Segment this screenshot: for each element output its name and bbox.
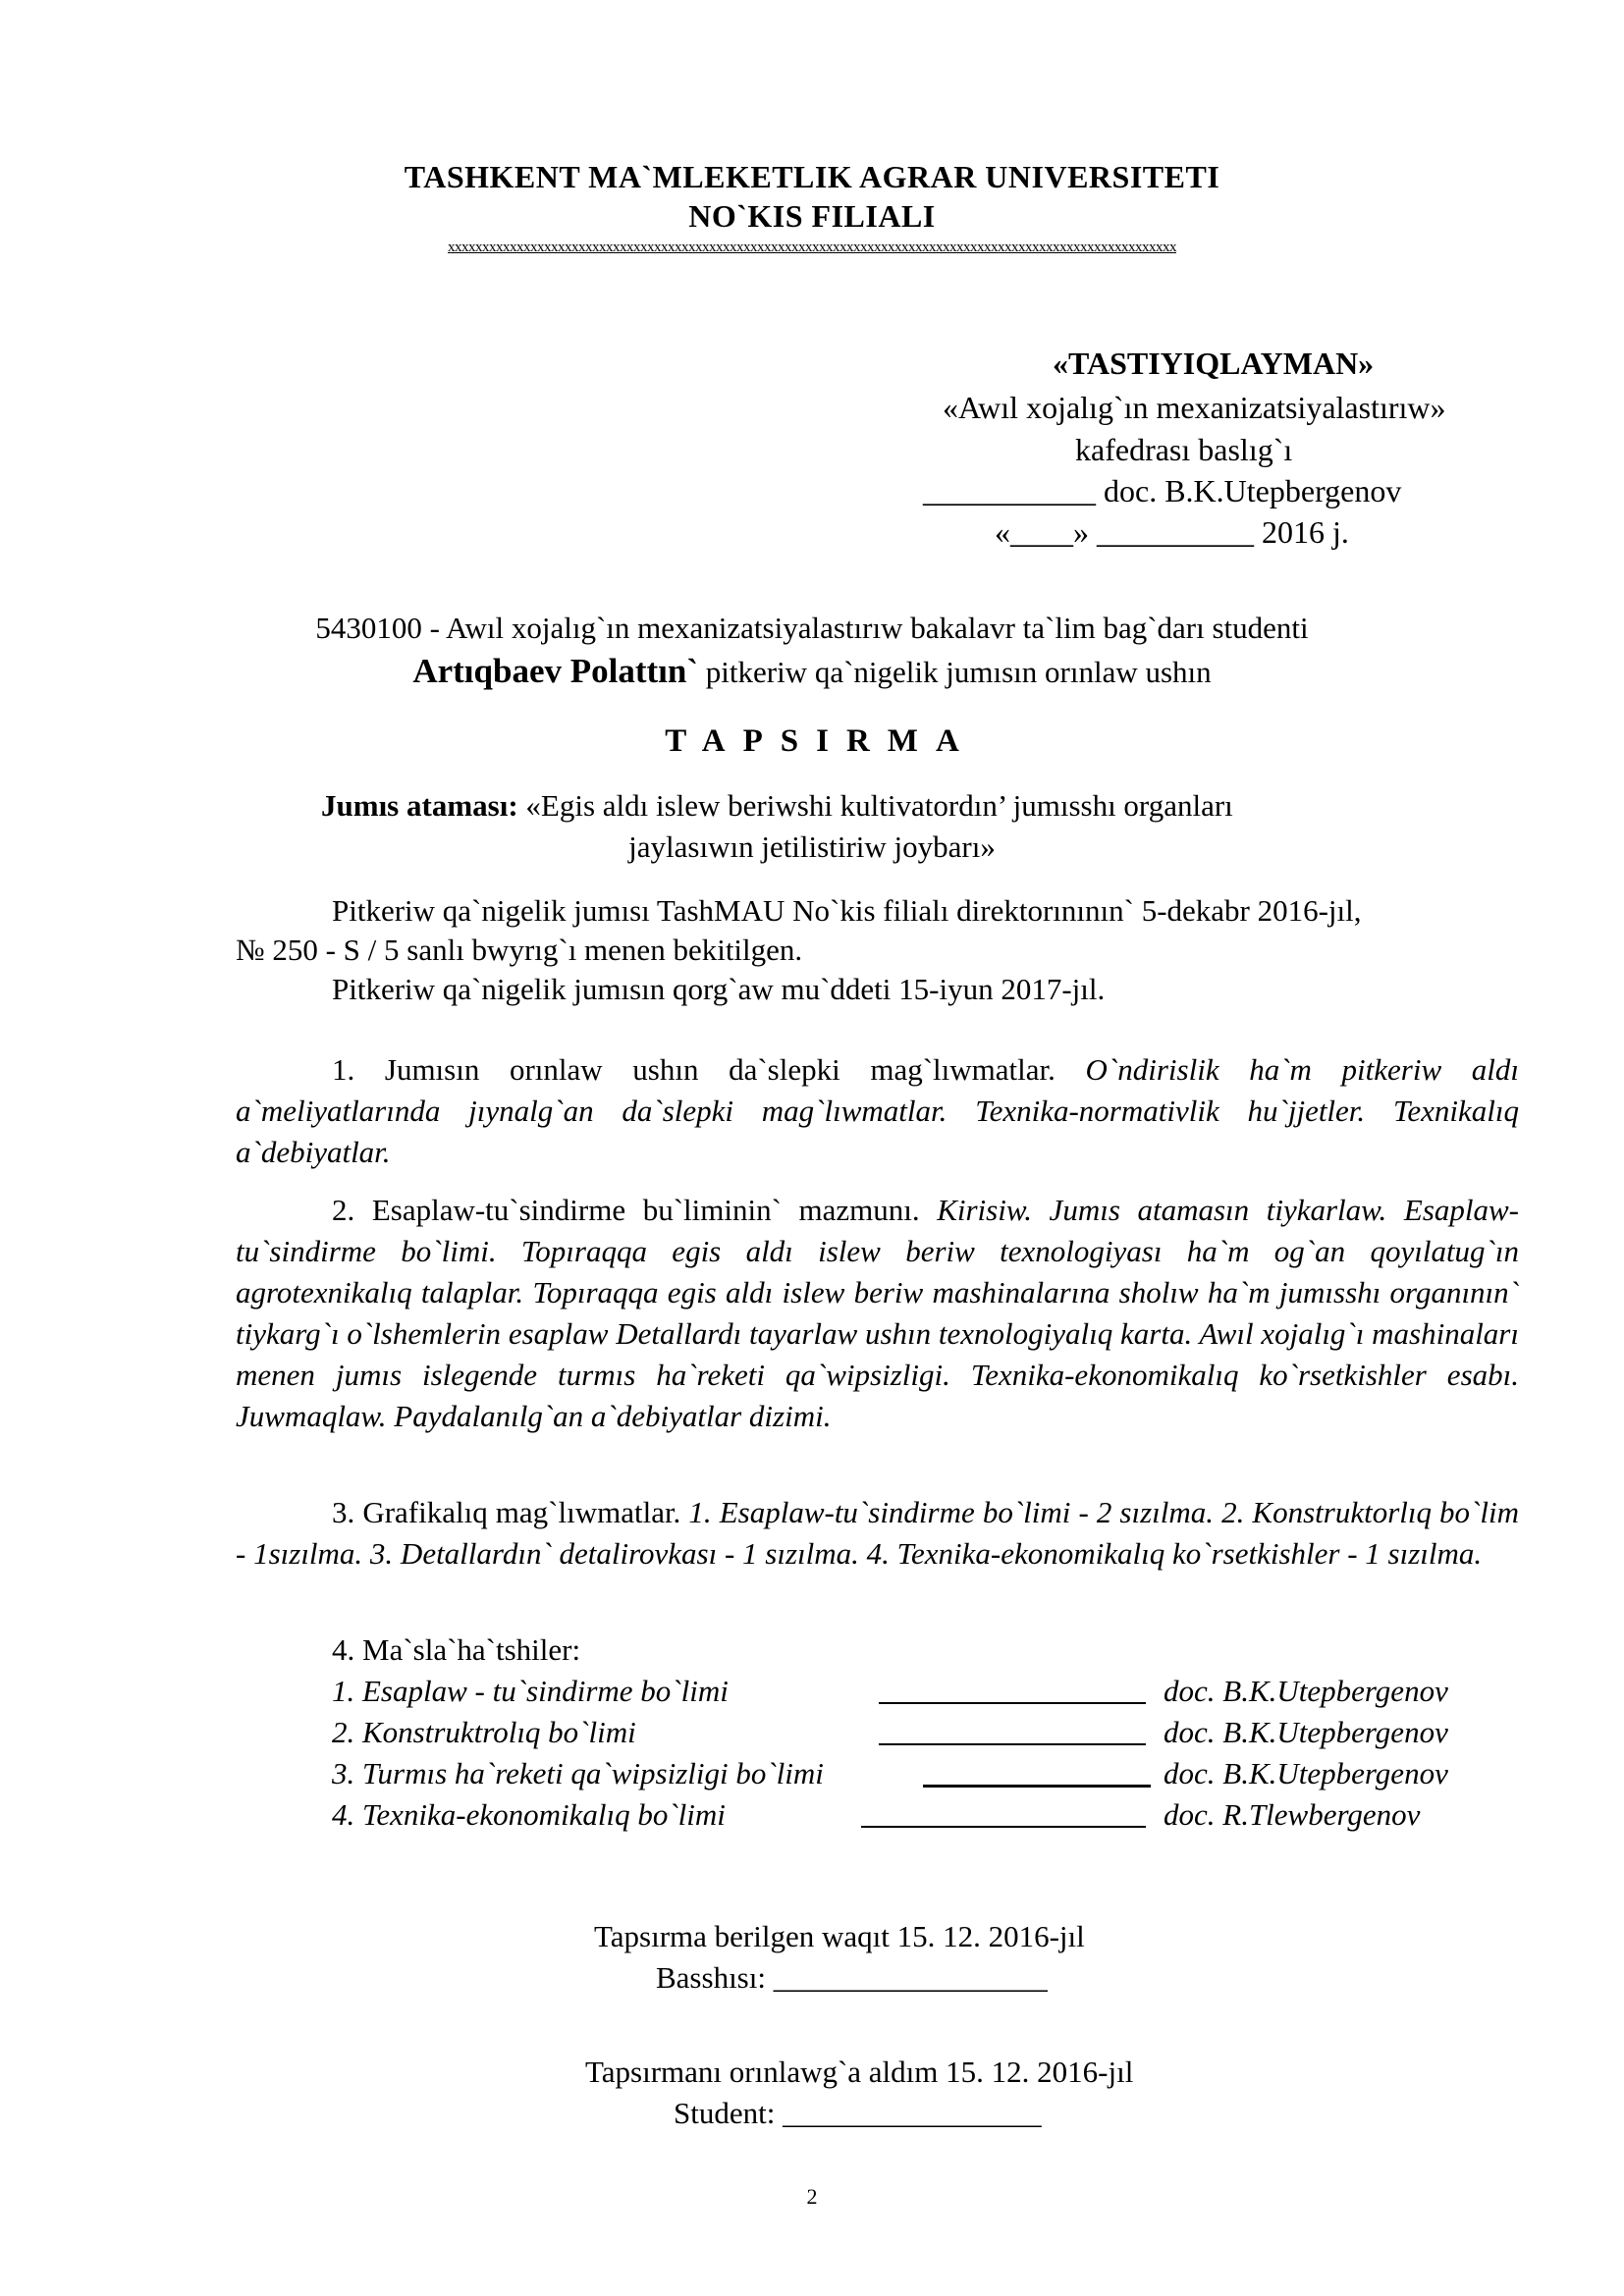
- advisor-section-4: 4. Texnika-ekonomikalıq bo`limi: [332, 1797, 726, 1832]
- section-1: [236, 1049, 1519, 1173]
- deadline-line: Pitkeriw qa`nigelik jumısın qorg`aw mu`ddeti 15-iyun 2017-jıl.: [332, 972, 1106, 1006]
- university-name: TASHKENT MA`MLEKETLIK AGRAR UNIVERSITETI: [404, 159, 1220, 194]
- approval-signature-line: ___________ doc. B.K.Utepbergenov: [923, 473, 1402, 508]
- head-signature: [656, 1960, 1048, 1996]
- intro-line-2: [0, 652, 1624, 691]
- topic-line-2: jaylasıwın jetilistiriw joybarı»: [628, 829, 996, 864]
- order-line-1: Pitkeriw qa`nigelik jumısı TashMAU No`kis filialı direktorınının` 5-dekabr 2016-jıl,: [332, 893, 1362, 928]
- section-2: [236, 1190, 1519, 1437]
- topic-line-1: [321, 788, 1233, 824]
- advisor-section-2: 2. Konstruktrolıq bo`limi: [332, 1715, 636, 1749]
- section-1-body: O`ndirislik ha`m pitkeriw aldı a`meliyatlarında jıynalg`an da`slepki mag`lıwmatlar. Texnika-normativlik hu`jjetler. Texnikalıq a`debiyatlar.: [236, 1052, 1519, 1169]
- section-3-lead: 3. Grafikalıq mag`lıwmatlar.: [332, 1495, 689, 1529]
- advisor-name-4: doc. R.Tlewbergenov: [1164, 1797, 1421, 1832]
- branch-name: NO`KIS FILIALI: [688, 198, 936, 234]
- student-name: Artıqbaev Polattın`: [412, 652, 699, 690]
- task-title: TAPSIRMA: [665, 723, 977, 759]
- received-date: Tapsırmanı orınlawg`a aldım 15. 12. 2016-jıl: [585, 2055, 1134, 2089]
- student-signature: [674, 2096, 1042, 2131]
- head-line: __________________: [773, 1960, 1048, 1995]
- section-3-body: 1. Esaplaw-tu`sindirme bo`limi - 2 sızılma. 2. Konstruktorlıq bo`lim - 1sızılma. 3. Detallardın` detalirovkası - 1 sızılma. 4. Texnika-ekonomikalıq ko`rsetkishler - 1 sızılma.: [236, 1495, 1519, 1571]
- section-4-lead: 4. Ma`sla`ha`tshiler:: [332, 1632, 581, 1667]
- topic-text-1: «Egis aldı islew beriwshi kultivatordın’ jumısshı organları: [525, 788, 1233, 823]
- header-separator: xxxxxxxxxxxxxxxxxxxxxxxxxxxxxxxxxxxxxxxxxxxxxxxxxxxxxxxxxxxxxxxxxxxxxxxxxxxxxxxxxxxxxxxxxxxxxxxxxxxxxxxxxx: [448, 240, 1176, 255]
- advisor-signature-line-2: [879, 1743, 1146, 1745]
- page-number: 2: [806, 2184, 818, 2209]
- issued-date: Tapsırma berilgen waqıt 15. 12. 2016-jıl: [594, 1919, 1085, 1953]
- approval-date-line: «____» __________ 2016 j.: [995, 514, 1349, 550]
- approval-position: kafedrası baslıg`ı: [1075, 432, 1293, 467]
- approval-department: «Awıl xojalıg`ın mexanizatsiyalastırıw»: [943, 390, 1446, 425]
- advisor-name-2: doc. B.K.Utepbergenov: [1164, 1715, 1448, 1749]
- approval-title: «TASTIYIQLAYMAN»: [1053, 346, 1375, 381]
- topic-label: Jumıs ataması:: [321, 788, 526, 823]
- advisor-signature-line-4: [861, 1826, 1146, 1828]
- order-line-2: № 250 - S / 5 sanlı bwyrıg`ı menen bekitilgen.: [236, 933, 803, 967]
- advisor-section-3: 3. Turmıs ha`reketi qa`wipsizligi bo`limi: [332, 1756, 824, 1790]
- section-1-lead: 1. Jumısın orınlaw ushın da`slepki mag`lıwmatlar.: [332, 1052, 1086, 1087]
- section-2-lead: 2. Esaplaw-tu`sindirme bu`liminin` mazmunı.: [332, 1193, 938, 1227]
- section-3: [236, 1492, 1519, 1575]
- student-label: Student:: [674, 2096, 784, 2130]
- intro-line-1: 5430100 - Awıl xojalıg`ın mexanizatsiyalastırıw bakalavr ta`lim bag`darı studenti: [315, 611, 1309, 645]
- head-label: Basshısı:: [656, 1960, 774, 1995]
- advisor-signature-line-3: [923, 1785, 1151, 1788]
- advisor-signature-line-1: [879, 1702, 1146, 1704]
- advisor-name-1: doc. B.K.Utepbergenov: [1164, 1674, 1448, 1708]
- intro-line-2-rest: pitkeriw qa`nigelik jumısın orınlaw ushın: [698, 655, 1212, 689]
- student-line: _________________: [783, 2096, 1042, 2130]
- advisor-section-1: 1. Esaplaw - tu`sindirme bo`limi: [332, 1674, 729, 1708]
- section-2-body: Kirisiw. Jumıs atamasın tiykarlaw. Esaplaw-tu`sindirme bo`limi. Topıraqqa egis aldı islew beriw texnologiyası ha`m og`an qoyılatug`ın agrotexnikalıq talaplar. Topıraqqa egis aldı islew beriw mashinalarına sholıw ha`m jumısshı organının` tiykarg`ı o`lshemlerin esaplaw Detallardı tayarlaw ushın texnologiyalıq karta. Awıl xojalıg`ı mashinaları menen jumıs islegende turmıs ha`reketi qa`wipsizligi. Texnika-ekonomikalıq ko`rsetkishler esabı. Juwmaqlaw. Paydalanılg`an a`debiyatlar dizimi.: [236, 1193, 1519, 1433]
- advisor-name-3: doc. B.K.Utepbergenov: [1164, 1756, 1448, 1790]
